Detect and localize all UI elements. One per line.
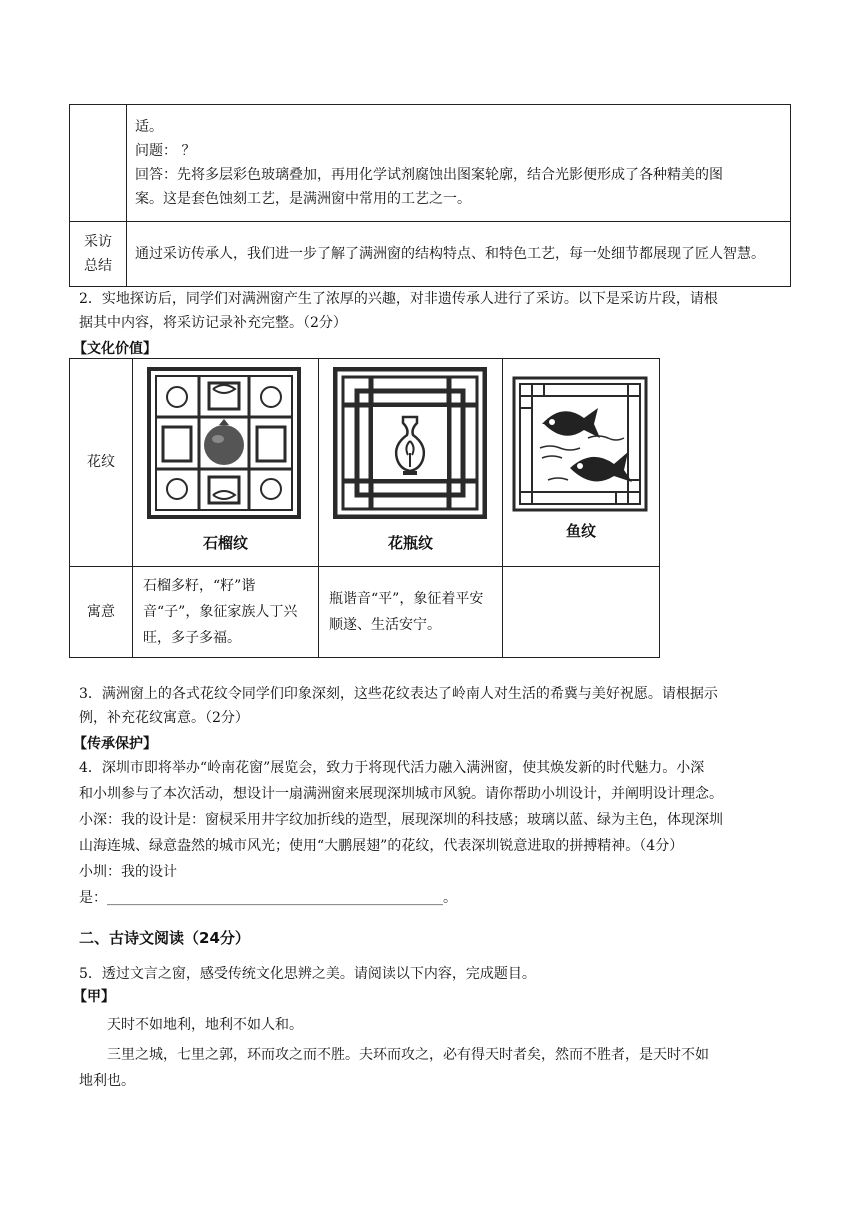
pattern-label: 花纹 [70,359,133,567]
pomegranate-meaning: 石榴多籽，“籽”谐音“子”，象征家族人丁兴旺，多子多福。 [133,567,319,658]
fish-meaning-blank[interactable] [503,567,660,658]
answer-blank[interactable]: 是：________________________________________________。 [79,890,457,906]
table-row [70,105,791,222]
meaning-label: 寓意 [70,567,133,658]
jia-heading: 【甲】 [73,989,115,1005]
question-5: 5．透过文言之窗，感受传统文化思辨之美。请阅读以下内容，完成题目。 [79,966,536,982]
answer-line: 回答：先将多层彩色玻璃叠加，再用化学试剂腐蚀出图案轮廓，结合光影便形成了各种精美的图 [135,167,723,183]
summary-text: 通过采访传承人，我们进一步了解了满洲窗的结构特点、和特色工艺，每一处细节都展现了匠人智慧。 [127,222,791,287]
table-row [70,567,660,658]
heritage-heading: 【传承保护】 [73,736,157,752]
interview-answer-cell [127,105,791,222]
interview-record-table [69,104,791,287]
culture-heading: 【文化价值】 [73,341,157,357]
pattern-caption: 石榴纹 [202,534,248,552]
pattern-table [69,358,660,658]
question-4: 4．深圳市即将举办“岭南花窗”展览会，致力于将现代活力融入满洲窗，使其焕发新的时代魅力。小深 和小圳参与了本次活动，想设计一扇满洲窗来展现深圳城市风貌。请你帮助小圳设计，并阐明设计理念。 小深：我的设计是：窗棂采用井字纹加折线的造型，展现深圳的科技感；玻璃以蓝、绿为主色，体现深圳 山海连城、绿意盎然的城市风光；使用“大鹏展翅”的花纹，代表深圳锐意进取的拼搏精神。（4分） 小圳：我的设计 是：________________________________________________。 [79,755,779,911]
answer-line: 案。这是套色蚀刻工艺，是满洲窗中常用的工艺之一。 [135,191,471,207]
table-row [70,359,660,567]
vase-window-icon [333,367,487,519]
empty-label-cell [70,105,127,222]
section-heading: 二、古诗文阅读（24分） [79,929,250,947]
question-line: 问题： ？ [135,143,196,159]
fish-cell [503,359,660,567]
vase-meaning: 瓶谐音“平”，象征着平安顺遂、生活安宁。 [319,567,503,658]
vase-cell [319,359,503,567]
pomegranate-cell [133,359,319,567]
pomegranate-window-icon [147,367,301,519]
record-line: 适。 [135,119,163,135]
classical-passage: 天时不如地利，地利不如人和。 三里之城，七里之郭，环而攻之而不胜。夫环而攻之，必有得天时者矣，然而不胜者，是天时不如 地利也。 [79,1017,709,1089]
table-row [70,222,791,287]
summary-label: 采访 总结 [70,222,127,287]
pattern-caption: 花瓶纹 [387,534,433,552]
fish-window-icon [512,376,648,512]
pattern-caption: 鱼纹 [565,522,596,540]
question-2: 2．实地探访后，同学们对满洲窗产生了浓厚的兴趣，对非遗传承人进行了采访。以下是采访片段，请根 据其中内容，将采访记录补充完整。（2分） [79,291,718,331]
question-3: 3．满洲窗上的各式花纹令同学们印象深刻，这些花纹表达了岭南人对生活的希冀与美好祝愿。请根据示 例，补充花纹寓意。（2分） [79,686,718,726]
